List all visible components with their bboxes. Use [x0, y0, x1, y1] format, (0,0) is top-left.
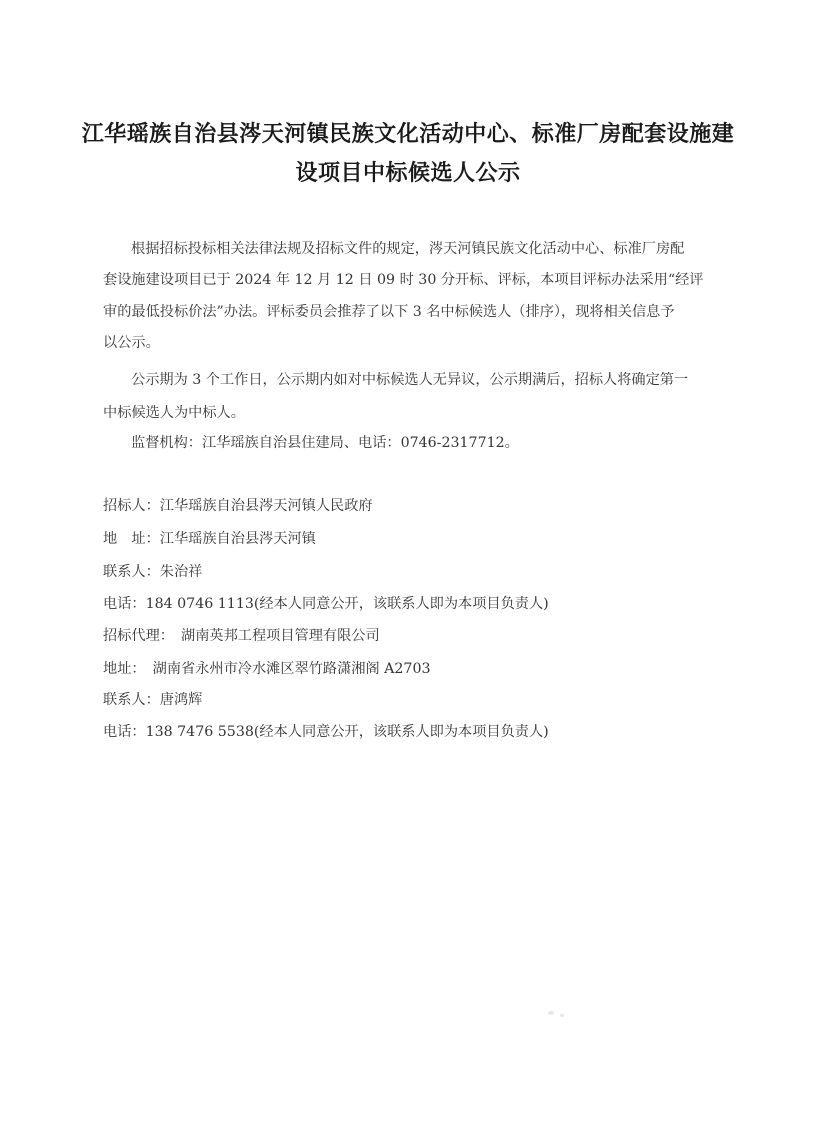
scan-speck [560, 1014, 564, 1017]
body-paragraph-2-line-2: 中标候选人为中标人。 [103, 405, 245, 421]
supervision-line: 监督机构：江华瑶族自治县住建局、电话：0746-2317712。 [131, 435, 519, 451]
body-paragraph-2-line-1: 公示期为 3 个工作日，公示期内如对中标候选人无异议，公示期满后，招标人将确定第一 [131, 372, 689, 388]
agency-phone-line: 电话：138 7476 5538(经本人同意公开，该联系人即为本项目负责人) [103, 724, 549, 740]
tenderer-line: 招标人：江华瑶族自治县涔天河镇人民政府 [103, 498, 373, 514]
body-paragraph-1-line-3: 审的最低投标价法”办法。评标委员会推荐了以下 3 名中标候选人（排序），现将相关信息予 [103, 304, 675, 320]
agency-address-line: 地址： 湖南省永州市冷水滩区翠竹路潇湘阁 A2703 [103, 661, 431, 677]
tenderer-contact-line: 联系人：朱治祥 [103, 564, 203, 580]
agency-contact-line: 联系人：唐鸿辉 [103, 692, 203, 708]
tenderer-address-line: 地 址：江华瑶族自治县涔天河镇 [103, 531, 316, 547]
agency-line: 招标代理： 湖南英邦工程项目管理有限公司 [103, 628, 380, 644]
body-paragraph-1-line-1: 根据招标投标相关法律法规及招标文件的规定，涔天河镇民族文化活动中心、标准厂房配 [131, 241, 685, 257]
document-title-line-2: 设项目中标候选人公示 [295, 161, 521, 186]
document-title-line-1: 江华瑶族自治县涔天河镇民族文化活动中心、标准厂房配套设施建 [81, 122, 735, 147]
scan-speck [548, 1011, 554, 1015]
tenderer-phone-line: 电话：184 0746 1113(经本人同意公开，该联系人即为本项目负责人) [103, 596, 549, 612]
body-paragraph-1-line-4: 以公示。 [103, 335, 160, 351]
body-paragraph-1-line-2: 套设施建设项目已于 2024 年 12 月 12 日 09 时 30 分开标、评标，本项目评标办法采用“经评 [103, 272, 704, 288]
